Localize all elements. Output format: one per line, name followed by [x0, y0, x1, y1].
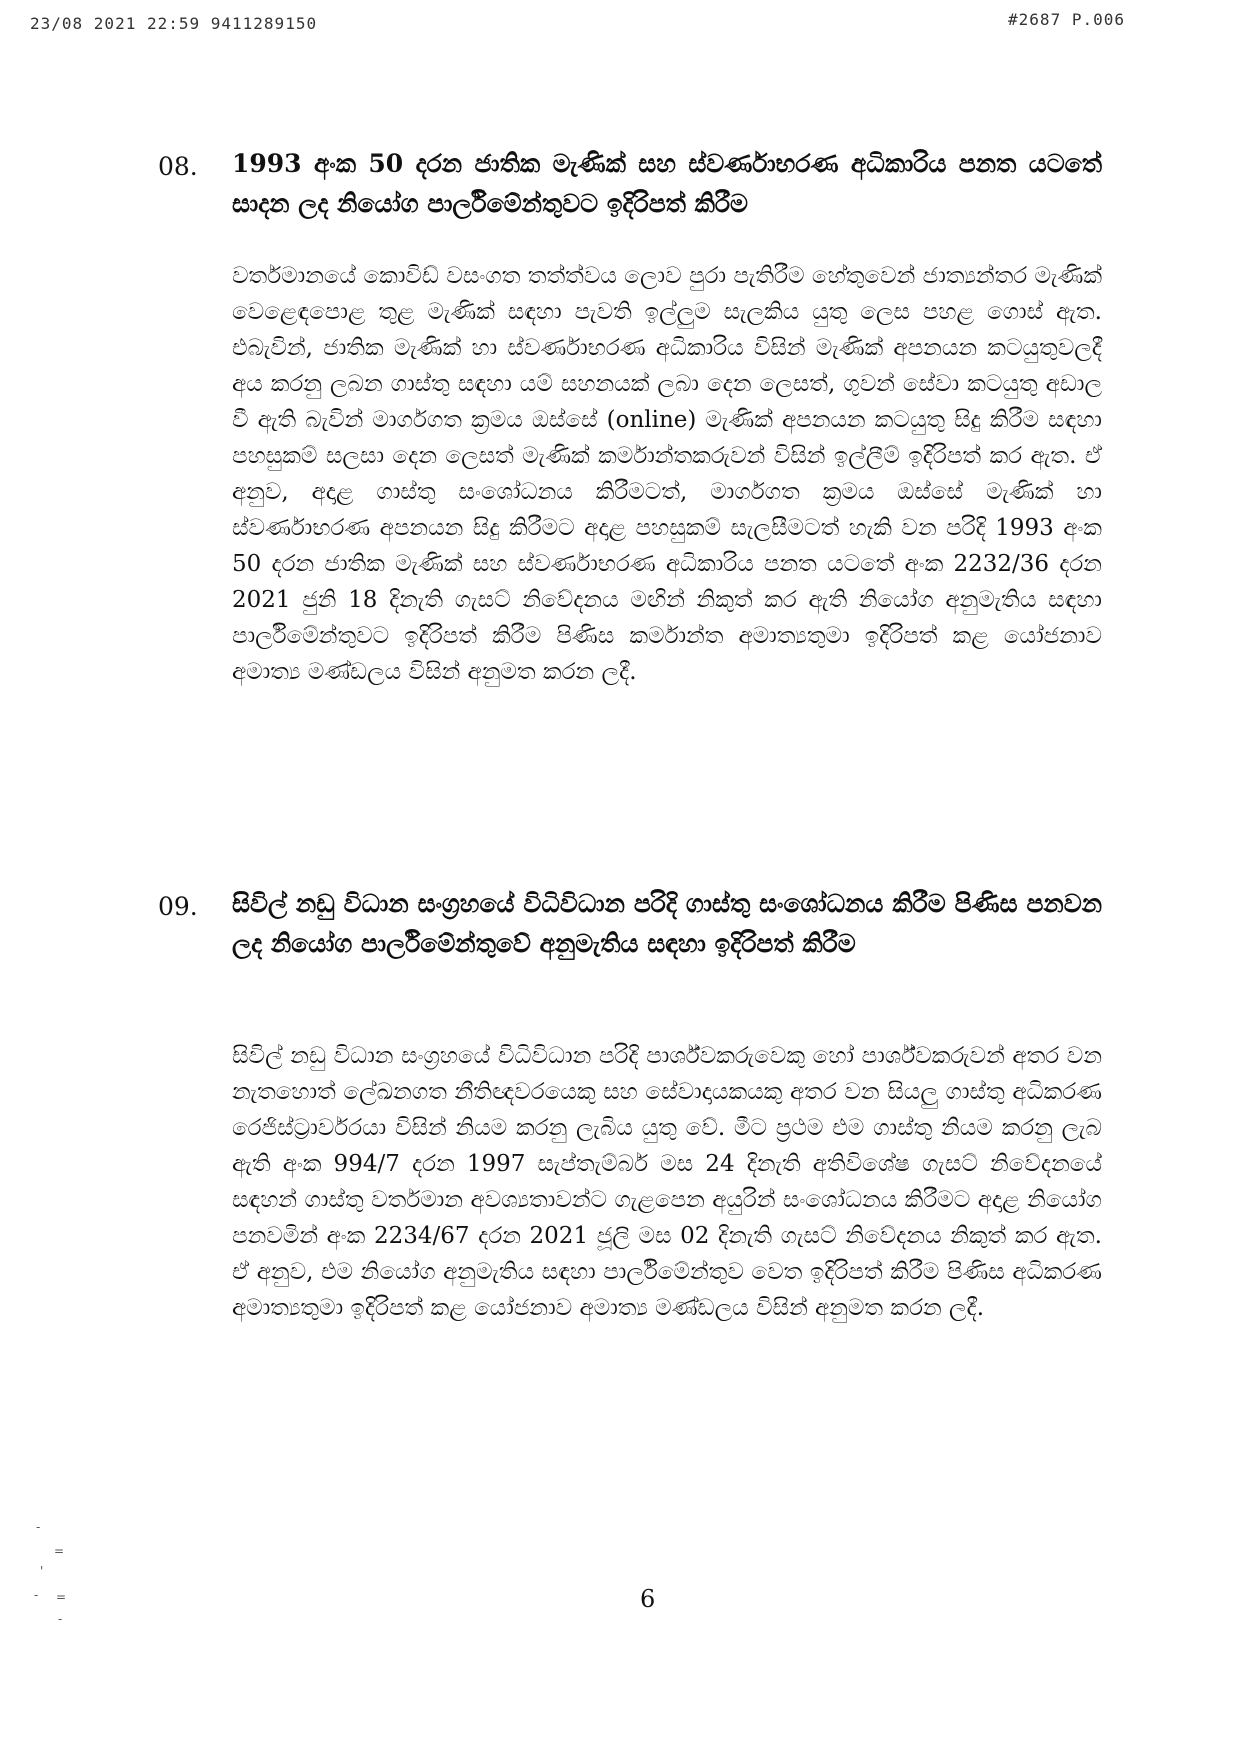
fax-timestamp: 23/08 2021 22:59 9411289150	[30, 14, 318, 33]
section-body: වර්තමානයේ කොවිඩ් වසංගත තත්ත්වය ලොව පුරා පැතිරීම හේතුවෙන් ජාත්‍යන්තර මැණික් වෙළෙඳපොළ තුළ මැණික් සඳහා පැවති ඉල්ලුම සැලකිය යුතු ලෙස පහළ ගොස් ඇත. එබැවින්, ජාතික මැණික් හා ස්වර්ණාභරණ අධිකාරිය විසින් මැණික් අපනයන කටයුතුවලදී අය කරනු ලබන ගාස්තු සඳහා යම් සහනයක් ලබා දෙන ලෙසත්, ගුවන් සේවා කටයුතු අඩාල වී ඇති බැවින් මාර්ගගත ක්‍රමය ඔස්සේ (online) මැණික් අපනයන කටයුතු සිදු කිරීම සඳහා පහසුකම් සලසා දෙන ලෙසත් මැණික් කර්මාන්තකරුවන් විසින් ඉල්ලීම් ඉදිරිපත් කර ඇත. ඒ අනුව, අදාළ ගාස්තු සංශෝධනය කිරීමටත්, මාර්ගගත ක්‍රමය ඔස්සේ මැණික් හා ස්වර්ණාභරණ අපනයන සිදු කිරීමට අදාළ පහසුකම් සැලසීමටත් හැකි වන පරිදි 1993 අංක 50 දරන ජාතික මැණික් සහ ස්වර්ණාභරණ අධිකාරිය පනත යටතේ අංක 2232/36 දරන 2021 ජුනි 18 දිනැති ගැසට් නිවේදනය මඟින් නිකුත් කර ඇති නියෝග අනුමැතිය සඳහා පාර්ලිමේන්තුවට ඉදිරිපත් කිරීම පිණිස කර්මාන්ත අමාත්‍යතුමා ඉදිරිපත් කළ යෝජනාව අමාත්‍ය මණ්ඩලය විසින් අනුමත කරන ලදී.	[232, 263, 1102, 685]
section-body: සිවිල් නඩු විධාන සංග්‍රහයේ විධිවිධාන පරිදි පාර්ශ්වකරුවෙකු හෝ පාර්ශ්වකරුවන් අතර වන නැතහොත් ලේඛනගත නීතිඥවරයෙකු සහ සේවාදායකයකු අතර වන සියලු ගාස්තු අධිකරණ රෙජිස්ට්‍රාර්වරයා විසින් නියම කරනු ලැබිය යුතු වේ. මීට ප්‍රථම එම ගාස්තු නියම කරනු ලැබ ඇති අංක 994/7 දරන 1997 සැප්තැම්බර් මස 24 දිනැති අතිවිශේෂ ගැසට් නිවේදනයේ සඳහන් ගාස්තු වර්තමාන අවශ්‍යතාවන්ට ගැළපෙන අයුරින් සංශෝධනය කිරීමට අදාළ නියෝග පනවමින් අංක 2234/67 දරන 2021 ජූලි මස 02 දිනැති ගැසට් නිවේදනය නිකුත් කර ඇත. ඒ අනුව, එම නියෝග අනුමැතිය සඳහා පාර්ලිමේන්තුව වෙත ඉදිරිපත් කිරීම පිණිස අධිකරණ අමාත්‍යතුමා ඉදිරිපත් කළ යෝජනාව අමාත්‍ය මණ්ඩලය විසින් අනුමත කරන ලදී.	[232, 1043, 1102, 1321]
section-number: 09.	[158, 892, 198, 921]
fax-header	[0, 10, 1245, 36]
section-title: 1993 අංක 50 දරන ජාතික මැණික් සහ ස්වර්ණාභරණ අධිකාරිය පනත යටතේ සාදන ලද නියෝග පාර්ලිමේන්තුවට ඉදිරිපත් කිරීම	[232, 149, 1102, 218]
scan-margin-marks: - = ' - = -	[34, 1520, 67, 1626]
page-number: 6	[640, 1585, 656, 1613]
section-title: සිවිල් නඩු විධාන සංග්‍රහයේ විධිවිධාන පරිදි ගාස්තු සංශෝධනය කිරීම පිණිස පනවන ලද නියෝග පාර්ලිමේන්තුවේ අනුමැතිය සඳහා ඉදිරිපත් කිරීම	[232, 889, 1102, 958]
section-number: 08.	[158, 152, 198, 181]
fax-page-ref: #2687 P.006	[1008, 10, 1125, 29]
